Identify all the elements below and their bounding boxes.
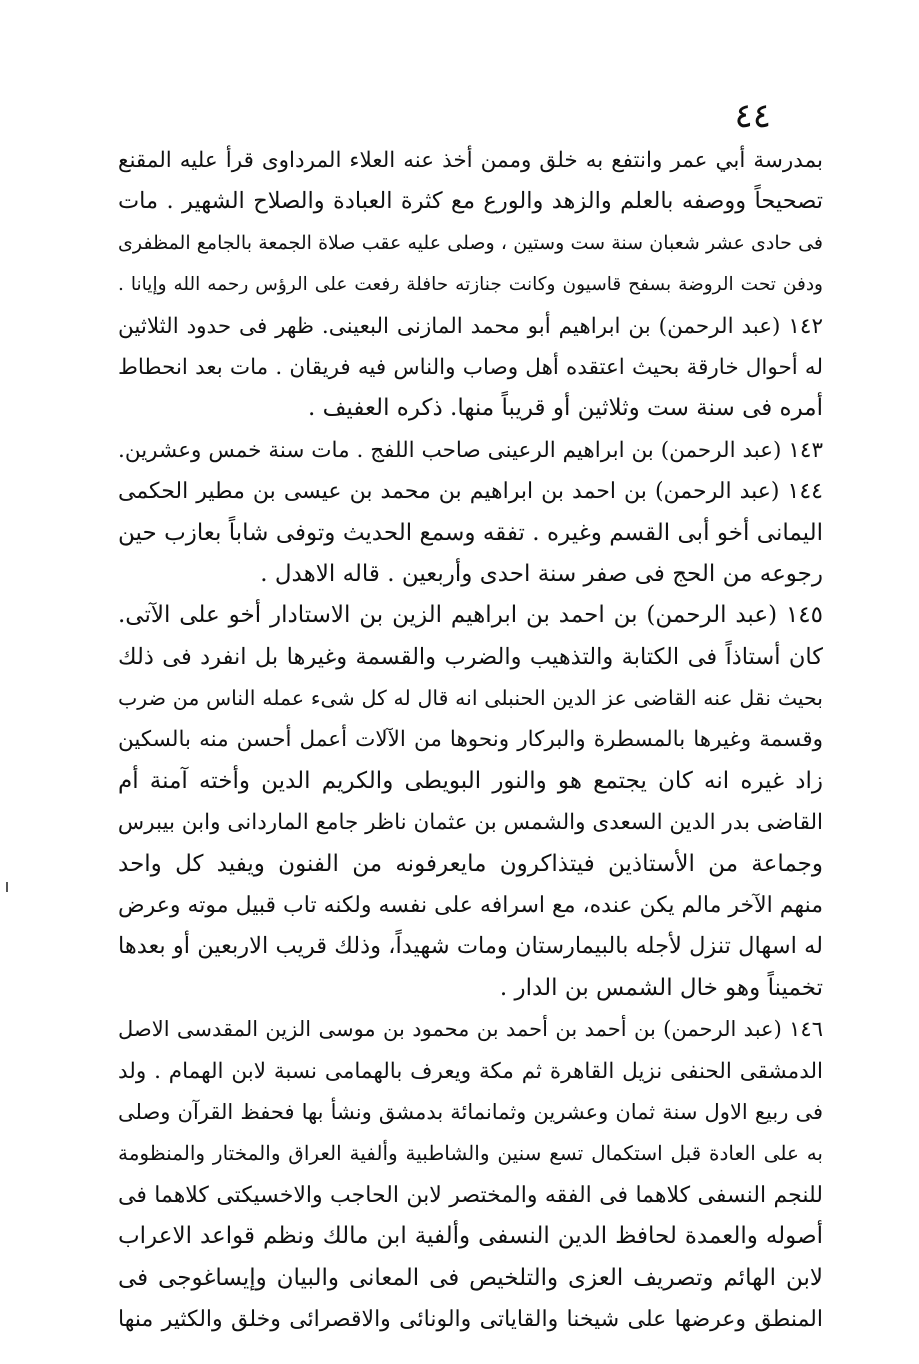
text-line: له اسهال تنزل لأجله بالبيمارستان ومات شهيداً، وذلك قريب الاربعين أو بعدها (118, 933, 823, 960)
text-line: زاد غيره انه كان يجتمع هو والنور البويطى والكريم الدين وأخته آمنة أم (118, 767, 823, 794)
text-line: له أحوال خارقة بحيث اعتقده أهل وصاب والناس فيه فريقان . مات بعد انحطاط (118, 354, 823, 380)
text-line: وجماعة من الأستاذين فيتذاكرون مايعرفونه من الفنون ويفيد كل واحد (118, 850, 823, 877)
body-text (118, 140, 823, 1340)
text-line: بحيث نقل عنه القاضى عز الدين الحنبلى انه قال له كل شىء عمله الناس من ضرب (118, 686, 823, 711)
text-line: ١٤٤ (عبد الرحمن) بن احمد بن ابراهيم بن محمد بن عيسى بن مطير الحكمى (118, 479, 823, 505)
text-line: ودفن تحت الروضة بسفح قاسيون وكانت جنازته حافلة رفعت على الرؤس رحمه الله وإيانا . (118, 274, 823, 296)
text-line: فى ربيع الاول سنة ثمان وعشرين وثمانمائة بدمشق ونشأ بها فحفظ القرآن وصلى (118, 1099, 823, 1124)
text-line: الدمشقى الحنفى نزيل القاهرة ثم مكة ويعرف بالهمامى نسبة لابن الهمام . ولد (118, 1058, 823, 1084)
text-line: أمره فى سنة ست وثلاثين أو قريباً منها. ذكره العفيف . (307, 395, 823, 422)
text-line: تخميناً وهو خال الشمس بن الدار . (499, 974, 823, 1001)
text-line: وقسمة وغيرها بالمسطرة والبركار ونحوها من الآلات أعمل أحسن منه بالسكين (118, 727, 823, 753)
text-line: ١٤٦ (عبد الرحمن) بن أحمد بن أحمد بن محمود بن موسى الزين المقدسى الاصل (118, 1017, 823, 1042)
text-line: لابن الهائم وتصريف العزى والتلخيص فى المعانى والبيان وإيساغوجى فى (118, 1264, 823, 1291)
scan-edge-mark (6, 882, 8, 892)
text-line: تصحيحاً ووصفه بالعلم والزهد والورع مع كثرة العبادة والصلاح الشهير . مات (118, 188, 823, 215)
text-line: به على العادة قبل استكمال تسع سنين والشاطبية وألفية العراق والمختار والمنظومة (118, 1141, 823, 1166)
text-line: رجوعه من الحج فى صفر سنة احدى وأربعين . قاله الاهدل . (260, 560, 823, 587)
text-line: المنطق وعرضها على شيخنا والقاياتى والونائى والاقصرائى وخلق والكثير منها (118, 1306, 823, 1332)
text-line: ١٤٢ (عبد الرحمن) بن ابراهيم أبو محمد المازنى البعينى. ظهر فى حدود الثلاثين (118, 313, 823, 339)
text-line: ١٤٣ (عبد الرحمن) بن ابراهيم الرعينى صاحب اللفج . مات سنة خمس وعشرين. (118, 437, 823, 463)
text-line: أصوله والعمدة لحافظ الدين النسفى وألفية ابن مالك ونظم قواعد الاعراب (118, 1223, 823, 1250)
text-line: للنجم النسفى كلاهما فى الفقه والمختصر لابن الحاجب والاخسيكتى كلاهما فى (118, 1182, 823, 1208)
text-line: كان أستاذاً فى الكتابة والتذهيب والضرب والقسمة وغيرها بل انفرد فى ذلك (118, 643, 823, 670)
text-line: القاضى بدر الدين السعدى والشمس بن عثمان ناظر جامع الماردانى وابن بيبرس (118, 810, 823, 836)
text-line: منهم الآخر مالم يكن عنده، مع اسرافه على نفسه ولكنه تاب قبيل موته وعرض (118, 893, 823, 919)
text-line: ١٤٥ (عبد الرحمن) بن احمد بن ابراهيم الزين بن الاستادار أخو على الآتى. (118, 602, 823, 629)
text-line: بمدرسة أبي عمر وانتفع به خلق وممن أخذ عنه العلاء المرداوى قرأ عليه المقنع (118, 148, 823, 173)
text-line: اليمانى أخو أبى القسم وغيره . تفقه وسمع الحديث وتوفى شاباً بعازب حين (118, 519, 823, 546)
text-line: فى حادى عشر شعبان سنة ست وستين ، وصلى عليه عقب صلاة الجمعة بالجامع المظفرى (118, 231, 823, 254)
page-number: ٤٤ (734, 96, 771, 136)
